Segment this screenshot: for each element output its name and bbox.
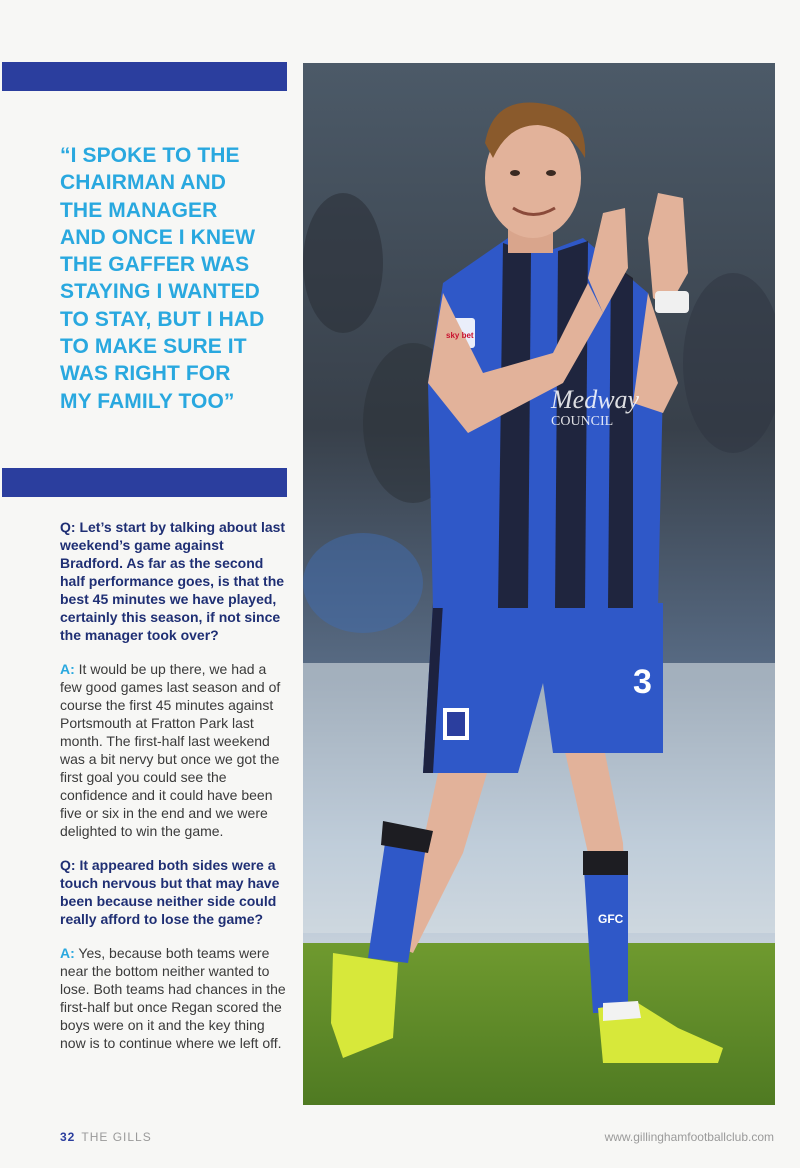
kit-sponsor-subtext: COUNCIL	[551, 414, 614, 429]
pull-quote-line: WAS RIGHT FOR	[60, 362, 231, 386]
pull-quote	[60, 142, 285, 415]
interview-question	[60, 518, 288, 644]
question-tag: Q:	[60, 519, 76, 535]
question-text: It appeared both sides were a touch nervous but that may have been because neither side could really afford to lose the game?	[60, 857, 280, 927]
pull-quote-line: STAYING I WANTED	[60, 280, 260, 304]
pull-quote-line: “I SPOKE TO THE	[60, 144, 240, 167]
sleeve-sponsor-badge: sky bet	[446, 331, 474, 340]
kit-sponsor-text: Medway	[551, 385, 640, 414]
page-number: 32	[60, 1130, 76, 1144]
footer-page-info	[60, 1130, 152, 1144]
answer-tag: A:	[60, 945, 75, 961]
pull-quote-line: AND ONCE I KNEW	[60, 225, 256, 249]
answer-text: It would be up there, we had a few good games last season and of course the first 45 minutes against Portsmouth at Fratton Park last month. The first-half last weekend was a bit nervy but once we got the first goal you could see the confidence and it could have been five or six in the end and we were delighted to win the game.	[60, 661, 281, 839]
pull-quote-line: MY FAMILY TOO”	[60, 389, 235, 413]
question-tag: Q:	[60, 857, 76, 873]
decorative-bar-middle	[2, 468, 287, 497]
pull-quote-line: THE GAFFER WAS	[60, 253, 250, 277]
pull-quote-line: CHAIRMAN AND	[60, 171, 227, 195]
footer-website: www.gillinghamfootballclub.com	[604, 1130, 774, 1144]
player-photo	[303, 63, 775, 1105]
pull-quote-line: TO MAKE SURE IT	[60, 335, 247, 359]
interview-question	[60, 856, 288, 928]
sock-text: GFC	[598, 912, 624, 926]
shorts-number: 3	[633, 663, 652, 701]
pull-quote-line: THE MANAGER	[60, 198, 218, 222]
answer-text: Yes, because both teams were near the bottom neither wanted to lose. Both teams had chances in the first-half but once Regan scored the boys were on it and the key thing now is to continue where we left off.	[60, 945, 286, 1051]
question-text: Let’s start by talking about last weekend’s game against Bradford. As far as the second half performance goes, is that the best 45 minutes we have played, certainly this season, if not since the manager took over?	[60, 519, 286, 643]
section-name: THE GILLS	[81, 1130, 152, 1144]
interview-text	[60, 518, 288, 1068]
interview-answer	[60, 660, 288, 840]
pull-quote-line: TO STAY, BUT I HAD	[60, 307, 265, 331]
interview-answer	[60, 944, 288, 1052]
decorative-bar-top	[2, 62, 287, 91]
answer-tag: A:	[60, 661, 75, 677]
